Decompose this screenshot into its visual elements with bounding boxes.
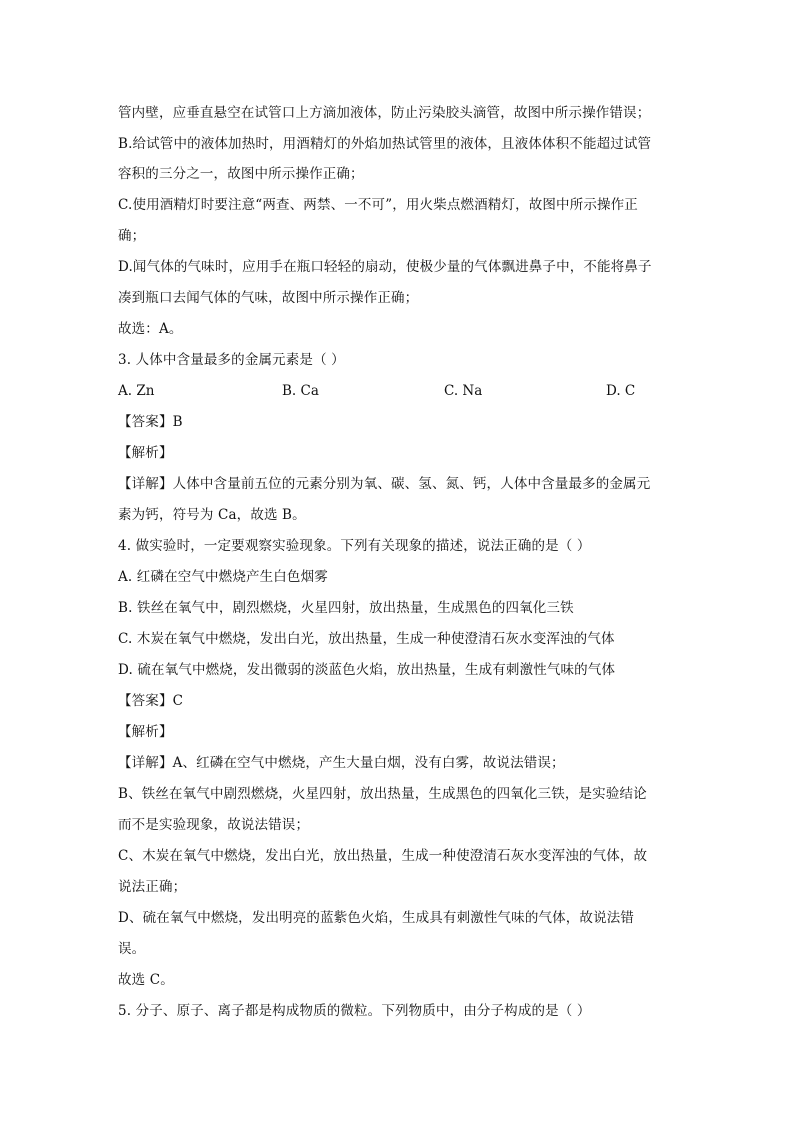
text-line: C、木炭在氧气中燃烧，发出白光，放出热量，生成一种使澄清石灰水变浑浊的气体，故 (118, 848, 648, 864)
text-line: 而不是实验现象，故说法错误； (118, 817, 310, 833)
option-a: A. Zn (118, 383, 155, 399)
text-line: 确； (118, 228, 146, 244)
text-line: 管内壁，应垂直悬空在试管口上方滴加液体，防止污染胶头滴管，故图中所示操作错误； (118, 105, 651, 121)
text-line: C.使用酒精灯时要注意“两查、两禁、一不可”，用火柴点燃酒精灯，故图中所示操作正 (118, 197, 638, 213)
question-5-stem: 5. 分子、原子、离子都是构成物质的微粒。下列物质中，由分子构成的是（ ） (118, 1003, 591, 1019)
text-line: 误。 (118, 941, 146, 957)
text-line: B.给试管中的液体加热时，用酒精灯的外焰加热试管里的液体，且液体体积不能超过试管 (118, 136, 652, 152)
detail-text: 【详解】人体中含量前五位的元素分别为氧、碳、氢、氮、钙，人体中含量最多的金属元 (118, 476, 651, 492)
question-3-options (118, 381, 678, 401)
text-line: 故选 C。 (118, 972, 174, 988)
option-a: A. 红磷在空气中燃烧产生白色烟雾 (118, 569, 328, 585)
text-line: B、铁丝在氧气中剧烈燃烧，火星四射，放出热量，生成黑色的四氧化三铁，是实验结论 (118, 786, 647, 802)
answer-label: 【答案】B (118, 414, 183, 430)
answer-label: 【答案】C (118, 693, 184, 709)
option-c: C. 木炭在氧气中燃烧，发出白光，放出热量，生成一种使澄清石灰水变浑浊的气体 (118, 631, 615, 647)
option-b: B. Ca (282, 383, 319, 399)
text-line: 素为钙，符号为 Ca，故选 B。 (118, 507, 306, 523)
option-b: B. 铁丝在氧气中，剧烈燃烧，火星四射，放出热量，生成黑色的四氧化三铁 (118, 600, 574, 616)
option-d: D. 硫在氧气中燃烧，发出微弱的淡蓝色火焰，放出热量，生成有刺激性气味的气体 (118, 662, 616, 678)
analysis-label: 【解析】 (118, 445, 173, 461)
text-line: 说法正确； (118, 879, 187, 895)
text-line: D.闻气体的气味时，应用手在瓶口轻轻的扇动，使极少量的气体飘进鼻子中，不能将鼻子 (118, 259, 652, 275)
detail-text: 【详解】A、红磷在空气中燃烧，产生大量白烟，没有白雾，故说法错误； (118, 755, 565, 771)
option-c: C. Na (444, 383, 483, 399)
text-line: 凑到瓶口去闻气体的气味，故图中所示操作正确； (118, 290, 419, 306)
option-d: D. C (606, 383, 636, 399)
text-line: D、硫在氧气中燃烧，发出明亮的蓝紫色火焰，生成具有刺激性气味的气体，故说法错 (118, 910, 635, 926)
text-line: 容积的三分之一，故图中所示操作正确； (118, 166, 364, 182)
text-line: 故选：A。 (118, 321, 183, 337)
question-3-stem: 3. 人体中含量最多的金属元素是（ ） (118, 352, 345, 368)
question-4-stem: 4. 做实验时，一定要观察实验现象。下列有关现象的描述，说法正确的是（ ） (118, 538, 591, 554)
analysis-label: 【解析】 (118, 724, 173, 740)
